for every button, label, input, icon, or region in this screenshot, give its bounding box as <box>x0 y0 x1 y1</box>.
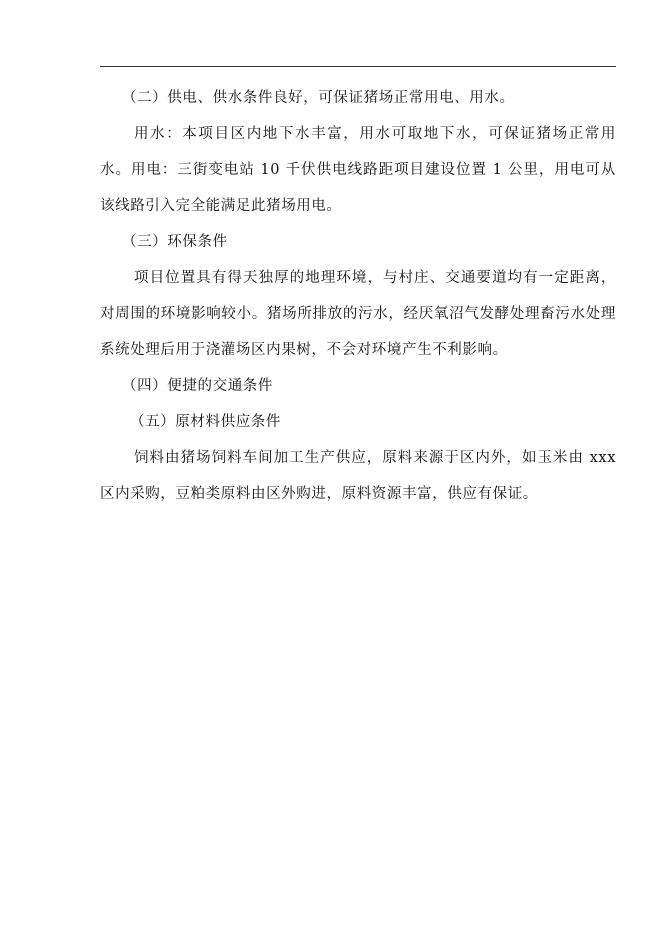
heading-power-water: （二）供电、供水条件良好，可保证猪场正常用电、用水。 <box>122 90 515 106</box>
heading-transport: （四）便捷的交通条件 <box>122 378 273 394</box>
paragraph-environmental-detail: 项目位置具有得天独厚的地理环境，与村庄、交通要道均有一定距离，对周围的环境影响较小。猪场所排放的污水，经厌氧沼气发酵处理畜污水处理系统处理后用于浇灌场区内果树，不会对环境产生不利影响。 <box>100 270 616 358</box>
paragraph-raw-materials-detail: 饲料由猪场饲料车间加工生产供应，原料来源于区内外，如玉米由 xxx 区内采购，豆粕类原料由区外购进，原料资源丰富，供应有保证。 <box>100 450 616 502</box>
heading-raw-materials: （五）原材料供应条件 <box>130 414 281 430</box>
paragraph-water-power-detail: 用水：本项目区内地下水丰富，用水可取地下水，可保证猪场正常用水。用电：三街变电站 10 千伏供电线路距项目建设位置 1 公里，用电可从该线路引入完全能满足此猪场用电。 <box>100 126 616 214</box>
heading-environmental: （三）环保条件 <box>122 234 228 250</box>
document-body <box>100 80 616 512</box>
header-rule <box>100 66 616 67</box>
